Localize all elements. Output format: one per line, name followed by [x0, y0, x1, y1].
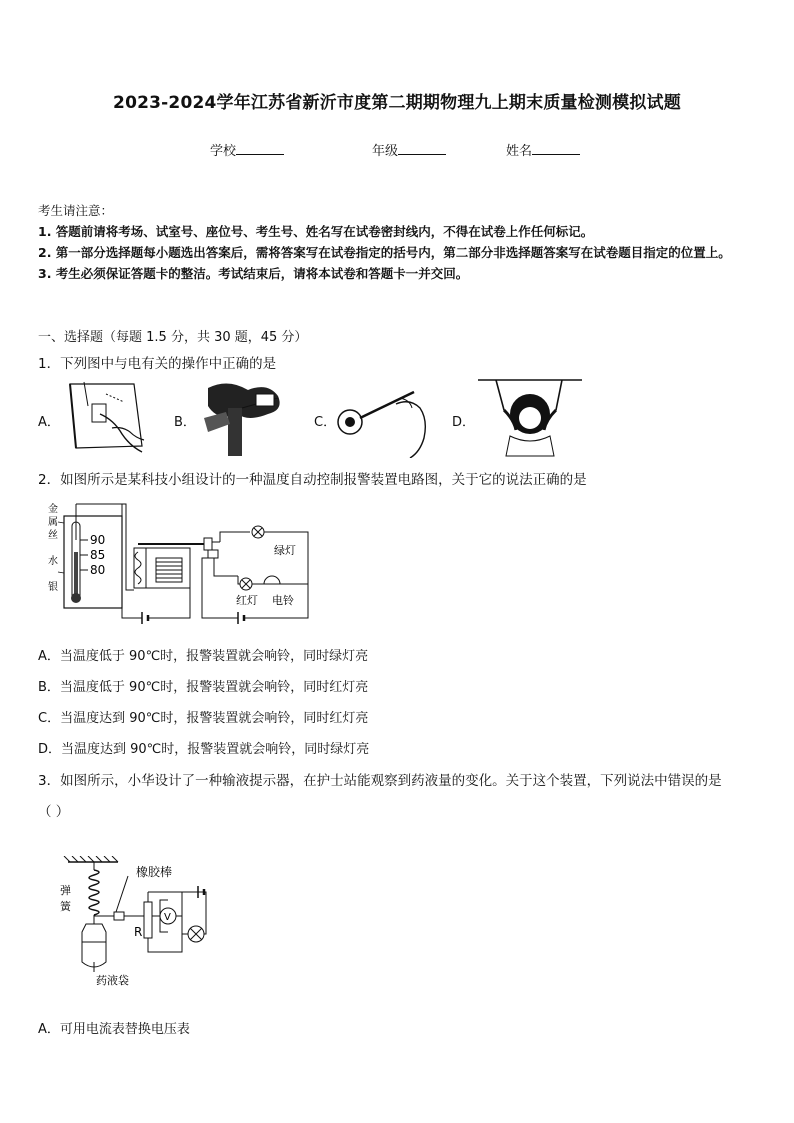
q2-scale-90: 90 — [90, 533, 106, 547]
notice-item: 3. 考生必须保证答题卡的整洁。考试结束后，请将本试卷和答题卡一并交回。 — [38, 266, 469, 281]
q1-figure-c-test-pen — [336, 380, 432, 458]
q1-option-c-label[interactable]: C． — [314, 415, 337, 430]
name-label: 姓名 — [506, 144, 533, 159]
q1-option-a-label[interactable]: A． — [38, 415, 60, 430]
q3-resistor-label: R — [134, 925, 143, 939]
q2-mercury-label-2: 银 — [48, 582, 58, 593]
q1-figure-d-hanging-wire — [474, 374, 586, 460]
q3-spring-label-1: 弹 — [60, 884, 71, 897]
q2-wire-label-1: 金 — [48, 504, 58, 515]
q2-option-a[interactable]: A．当温度低于 90℃时，报警装置就会响铃，同时绿灯亮 — [38, 649, 369, 664]
section-heading: 一、选择题（每题 1.5 分，共 30 题，45 分） — [38, 330, 308, 345]
q2-wire-label-2: 属 — [48, 517, 58, 528]
q3-option-a[interactable]: A．可用电流表替换电压表 — [38, 1022, 190, 1037]
notice-item: 1. 答题前请将考场、试室号、座位号、考生号、姓名写在试卷密封线内，不得在试卷上作任何标记。 — [38, 224, 594, 239]
q2-green-lamp-label: 绿灯 — [274, 544, 296, 557]
grade-field[interactable] — [372, 140, 446, 159]
q1-figure-b-kite-tree — [198, 378, 284, 458]
exam-title: 2023-2024学年江苏省新沂市度第二期期物理九上期末质量检测模拟试题 — [113, 93, 681, 113]
q2-option-b[interactable]: B．当温度低于 90℃时，报警装置就会响铃，同时红灯亮 — [38, 680, 369, 695]
q2-option-c[interactable]: C．当温度达到 90℃时，报警装置就会响铃，同时红灯亮 — [38, 711, 369, 726]
name-field[interactable] — [506, 140, 580, 159]
q3-bag-label: 药液袋 — [96, 974, 129, 987]
q2-scale-85: 85 — [90, 548, 106, 562]
question-3-stem: 3．如图所示，小华设计了一种输液提示器，在护士站能观察到药液量的变化。关于这个装置，下列说法中错误的是 — [38, 773, 722, 789]
q2-circuit-figure — [38, 500, 318, 626]
q3-voltmeter-symbol: V — [164, 912, 171, 923]
q3-spring-label-2: 簧 — [60, 900, 71, 913]
q2-scale-80: 80 — [90, 563, 106, 577]
grade-blank[interactable] — [398, 142, 446, 155]
school-field[interactable] — [210, 140, 284, 159]
notice-item: 2. 第一部分选择题每小题选出答案后，需将答案写在试卷指定的括号内，第二部分非选择题答案写在试卷题目指定的位置上。 — [38, 245, 731, 260]
school-blank[interactable] — [236, 142, 284, 155]
q2-option-d[interactable]: D．当温度达到 90℃时，报警装置就会响铃，同时绿灯亮 — [38, 742, 370, 757]
q2-red-lamp-label: 红灯 — [236, 594, 258, 607]
name-blank[interactable] — [532, 142, 580, 155]
q1-figure-a-switch-wet-hand — [62, 376, 154, 456]
exam-notice — [38, 200, 760, 284]
notice-heading: 考生请注意： — [38, 203, 114, 218]
q1-option-d-label[interactable]: D． — [452, 415, 476, 430]
q3-infusion-figure — [56, 856, 216, 988]
question-3-paren[interactable]: （ ） — [38, 804, 70, 820]
q2-mercury-label-1: 水 — [48, 556, 58, 567]
q2-wire-label-3: 丝 — [48, 530, 58, 541]
question-2-stem: 2．如图所示是某科技小组设计的一种温度自动控制报警装置电路图，关于它的说法正确的是 — [38, 472, 587, 488]
q1-option-b-label[interactable]: B． — [174, 415, 196, 430]
q3-rubber-rod-label: 橡胶棒 — [136, 865, 173, 879]
grade-label: 年级 — [372, 144, 399, 159]
question-1-stem: 1．下列图中与电有关的操作中正确的是 — [38, 356, 277, 372]
q2-bell-label: 电铃 — [272, 594, 294, 607]
school-label: 学校 — [210, 144, 237, 159]
